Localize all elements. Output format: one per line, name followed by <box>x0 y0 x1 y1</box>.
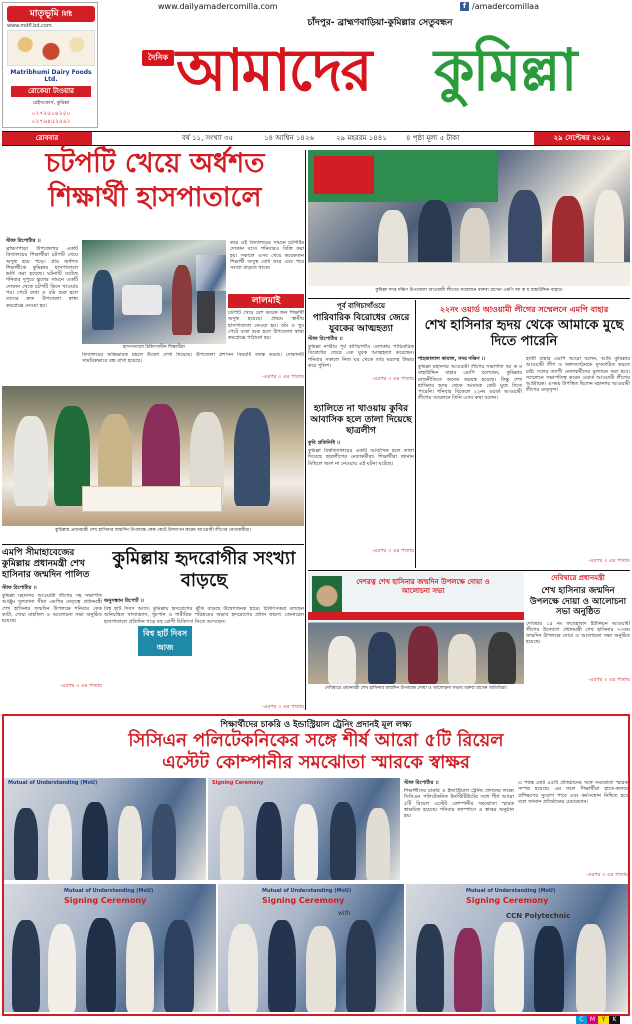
poly-continued[interactable]: -এরপর ৩ এর পাতায় <box>585 872 628 878</box>
ad-phone-2: ০১৭৬৪৫২৫৬১ <box>31 118 71 125</box>
poly-body-left: শিক্ষার্থীদের চাকরি ও ইন্ডাস্ট্রিয়াল ট্রেনিং প্রদানের লক্ষ্যে সিসিএন পলিটেকনিক ইনস্টিটিউটের সঙ্গে শীর্ষ আরো ৫টি রিয়েল এস্টেট কোম্পানীর সমঝোতা স্মারক স্বাক্ষরিত হয়েছে। শনিবার ক্যাম্পাসে এ স্বাক্ষর অনুষ্ঠান হয়। <box>404 788 514 820</box>
mp-body: কুমিল্লা মহানগর আওয়ামী লীগের সহ সভাপতি আঞ্জুম সুলতানা সীমা এমপির নেতৃত্বে প্রধানমন্ত্রী শেখ হাসিনার জন্মদিন উপলক্ষে শনিবার কেক কাটা, দোয়া মাহফিল ও আলোচনা সভা অনুষ্ঠিত হয়েছে। <box>2 593 102 625</box>
website-link[interactable]: www.dailyamadercomilla.com <box>158 2 278 11</box>
facebook-icon[interactable]: f <box>460 2 469 11</box>
mou-photo-4[interactable] <box>218 884 404 1012</box>
heart-byline: অনুসন্ধান রিপোর্ট ।। <box>104 598 144 604</box>
bahar-body-right: হাজী বাহার এমপি আরো বলেন, আমি কুমিল্লার আওয়ামী লীগ ও অঙ্গসংগঠনকে সুসংগঠিত করতে চাই। দলের ত্যাগী নেতাকর্মীদের মূল্যায়ন করা হবে। সম্মেলনে সভাপতিত্ব করেন ওয়ার্ড আওয়ামী লীগের আহ্বায়ক। এসময় উপস্থিত ছিলেন মহানগর আওয়ামী লীগের নেতৃবৃন্দ। <box>526 356 630 394</box>
mou-photo-1[interactable] <box>4 778 206 880</box>
masthead <box>104 28 630 112</box>
heart-day-inset: বিশ্ব হার্ট দিবস আজ <box>138 626 192 656</box>
mou-photo-2-label: Signing Ceremony <box>212 780 264 786</box>
english-date-badge: ২৯ সেপ্টেম্বর ২০১৯ <box>534 132 630 145</box>
pages-price: ৪ পৃষ্ঠা মূল্য ৫ টাকা <box>406 134 460 142</box>
family-headline[interactable]: পারিবারিক বিরোধের জেরে যুবকের আত্মহত্যা <box>312 313 410 334</box>
conference-photo[interactable] <box>308 150 630 286</box>
mou-photo-3[interactable] <box>4 884 216 1012</box>
ad-phone-1: ০১৭২৫০৪২৫০ <box>31 110 71 117</box>
ad-products-image <box>7 30 95 66</box>
dairy-ad[interactable] <box>2 2 98 128</box>
mou-photo-5-title: Signing Ceremony <box>466 896 549 905</box>
tagline: চাঁদপুর- ব্রাহ্মণবাড়িয়া-কুমিল্লার সেতুবন্ধন <box>307 18 453 28</box>
bahar-byline: শাহজালাল কামাল, সদর দক্ষিণ ।। <box>418 356 486 362</box>
ad-brand-sub: মিষ্টি <box>61 11 73 18</box>
ad-logo <box>7 6 95 22</box>
bahar-headline[interactable]: শেখ হাসিনার হৃদয় থেকে আমাকে মুছে দিতে পারেনি <box>424 318 624 349</box>
mou-photo-5[interactable] <box>406 884 628 1012</box>
masthead-title-green: কুমিল্লা <box>434 36 576 104</box>
masthead-title-red: আমাদের <box>176 36 371 104</box>
mou-photo-2[interactable] <box>208 778 400 880</box>
family-continued[interactable]: -এরপর ৩ এর পাতায় <box>371 376 414 382</box>
mou-photo-4-with: with <box>338 910 351 917</box>
bangla-date: ১৪ আশ্বিন ১৪২৬ <box>264 134 315 142</box>
mou-photo-4-title: Signing Ceremony <box>262 896 345 905</box>
conference-caption: কুমিল্লা সদর দক্ষিণ উপজেলা আওয়ামী লীগের সম্মেলনে বক্তব্য রাখেন এমপি আ ক ম বাহাউদ্দিন বাহার। <box>375 288 563 293</box>
hall-continued[interactable]: -এরপর ৩ এর পাতায় <box>371 548 414 554</box>
hall-headline[interactable]: হ্যালিতে না থাওয়ায় কুবির আবাসিক হলে তালা দিয়েছে ছাত্রলীগ <box>310 404 412 436</box>
lead-body-bottom: বিদ্যালয়ের অভিভাবক মহলে উদ্বেগ দেখা দিয়েছে। উপজেলা প্রশাসন বিষয়টি তদন্ত করছে। দোকানটি সাময়িকভাবে বন্ধ রাখা হয়েছে। <box>82 352 304 365</box>
cmyk-strip <box>576 1016 626 1024</box>
mp-byline: স্টাফ রিপোর্টার ।। <box>2 585 37 591</box>
column-rule <box>2 544 304 545</box>
poly-byline: স্টাফ রিপোর্টার ।। <box>404 780 439 786</box>
mou-photo-4-label: Mutual of Understanding (MoU) <box>262 888 352 894</box>
lead-byline: স্টাফ রিপোর্টার ।। <box>6 238 41 244</box>
family-kicker: পূর্ব বাগিচাগাঁওয়ে <box>336 302 386 310</box>
day-badge: রোববার <box>2 132 92 145</box>
mp-continued[interactable]: -এরপর ৩ এর পাতায় <box>59 683 102 689</box>
mou-photo-3-title: Signing Ceremony <box>64 896 147 905</box>
dua-banner: দেশরত্ন শেখ হাসিনার জন্মদিন উপলক্ষে দোয়া ও আলোচনা সভা <box>356 578 490 595</box>
lead-body-right: করে ওই বিদ্যালয়ের সামনে চটপটির দোকান বসে। শনিবারও বিক্রি করা হয়। সকালে এসব খেয়ে কয়েকজন শিক্ষার্থী অসুস্থ বোধ করে এবং পরে সংখ্যা বাড়তে থাকে। <box>230 240 304 272</box>
mp-headline[interactable]: এমপি সীমাহাবেজের কুমিল্লায় প্রধানমন্ত্রী শেখ হাসিনার জন্মদিন পালিত <box>2 548 90 580</box>
cake-cutting-photo[interactable] <box>2 386 304 526</box>
dua-caption: দেবিদ্বারে প্রধানমন্ত্রী শেখ হাসিনার জন্মদিন উপলক্ষে দোয়া ও আলোচনা সভায় বক্তব্য রাখেন অতিথিরা। <box>324 686 508 691</box>
lead-headline-2[interactable]: শিক্ষার্থী হাসপাতালে <box>48 182 262 213</box>
bahar-continued[interactable]: -এরপর ৩ এর পাতায় <box>587 558 630 564</box>
dua-side-kicker: দেবিদ্বারে প্রধানমন্ত্রী <box>551 574 605 582</box>
poly-headline-1[interactable]: সিসিএন পলিটেকনিকের সঙ্গে শীর্ষ আরো ৫টি রিয়েল <box>128 730 504 751</box>
poly-body-right: এ পর্যন্ত মোট ৫৫টি প্রতিষ্ঠানের সঙ্গে সমঝোতা স্মারক সম্পন্ন হয়েছে। এর ফলে শিক্ষার্থীরা হাতে-কলমে প্রশিক্ষণের সুযোগ পাবে এবং কর্মসংস্থান নিশ্চিত হবে বলে জানান প্রতিষ্ঠানের চেয়ারম্যান। <box>518 780 628 805</box>
lead-continued[interactable]: -এরপর ৩ এর পাতায় <box>261 374 304 380</box>
ad-shop: রোকেয়া টাওয়ার <box>11 86 91 97</box>
mou-photo-1-label: Mutual of Understanding (MoU) <box>8 780 98 786</box>
hall-story[interactable] <box>308 404 414 568</box>
mou-photo-5-label: Mutual of Understanding (MoU) <box>466 888 556 894</box>
lead-headline-1[interactable]: চটপটি খেয়ে অর্ধশত <box>45 148 265 179</box>
poly-kicker: শিক্ষার্থীদের চাকরি ও ইন্ডাস্ট্রিয়াল ট্রেনিং প্রদানই মূল লক্ষ্য <box>220 720 412 730</box>
column-rule <box>308 298 630 299</box>
bahar-kicker: ২২নং ওয়ার্ড আওয়ামী লীগের সম্মেলনে এমপি বাহার <box>439 305 609 314</box>
ad-url: www.mdfl.bd.com <box>7 23 52 29</box>
family-story[interactable] <box>308 300 414 400</box>
cmyk-c: C <box>576 1016 587 1024</box>
bahar-body-left: কুমিল্লা মহানগর আওয়ামী লীগের সভাপতি আ ক ম বাহাউদ্দিন বাহার এমপি বলেছেন, কুমিল্লার রাজনীতিতে অনেক ষড়যন্ত্র হয়েছে। কিন্তু শেখ হাসিনার হৃদয় থেকে আমাকে কেউ মুছে দিতে পারেনি। শনিবার বিকেলে ২২নং ওয়ার্ড আওয়ামী লীগের সম্মেলনে তিনি এসব কথা বলেন। <box>418 364 522 402</box>
dua-side-continued[interactable]: -এরপর ৩ এর পাতায় <box>587 676 630 683</box>
column-rule <box>415 300 416 568</box>
dua-side-headline[interactable]: শেখ হাসিনার জন্মদিন উপলক্ষে দোয়া ও আলোচনা সভা অনুষ্ঠিত <box>529 586 627 617</box>
facebook-link[interactable]: /amadercomillaa <box>472 2 539 11</box>
cmyk-m: M <box>587 1016 598 1024</box>
heart-headline[interactable]: কুমিল্লায় হৃদরোগীর সংখ্যা বাড়ছে <box>112 548 296 591</box>
poly-headline-2[interactable]: এস্টেট কোম্পানীর সমঝোতা স্মারকে স্বাক্ষর <box>162 752 470 773</box>
cake-caption: কুমিল্লায় প্রধানমন্ত্রী শেখ হাসিনার জন্মদিন উপলক্ষে কেক কেটে উদযাপন করেন আওয়ামী লীগের নেতাকর্মীরা। <box>55 528 251 533</box>
column-rule <box>305 150 306 710</box>
cmyk-y: Y <box>598 1016 609 1024</box>
dateline-bar <box>2 131 630 146</box>
hall-byline: কুবি প্রতিনিধি ।। <box>308 440 341 446</box>
hall-body: কুমিল্লা বিশ্ববিদ্যালয়ের একটি আবাসিক হলে তালা দিয়েছে ছাত্রলীগের নেতাকর্মীরা। শিক্ষার্থীরা জানান মিছিলে অংশ না নেওয়ায় এই ঘটনা ঘটেছে। <box>308 448 414 467</box>
lead-body-left: ব্রাহ্মণপাড়া উপজেলার একটি বিদ্যালয়ের শিক্ষার্থীরা চটপটি খেয়ে অসুস্থ হয়ে পড়ে। প্রায় অর্ধশত শিক্ষার্থীকে কুমিল্লার হাসপাতালে ভর্তি করা হয়েছে। ঘটনাটি ঘটেছে শনিবার দুপুরে স্কুলের সামনে একটি দোকান থেকে চটপটি কিনে খাওয়ার পর। পেটে ব্যথা ও বমি শুরু হলে তাদের দ্রুত উপজেলা স্বাস্থ্য কমপ্লেক্সে নেওয়া হয়। <box>6 246 78 309</box>
lalmai-label: লালমাই <box>228 294 304 308</box>
lalmai-photo[interactable] <box>196 255 226 291</box>
mou-photo-3-label: Mutual of Understanding (MoU) <box>64 888 154 894</box>
dua-side-story[interactable] <box>526 572 630 712</box>
family-byline: স্টাফ রিপোর্টার ।। <box>308 336 343 342</box>
heart-continued[interactable]: -এরপর ৩ এর পাতায় <box>261 704 304 710</box>
top-strip <box>150 2 630 12</box>
column-rule <box>308 570 630 571</box>
family-body: কুমিল্লা নগরীর পূর্ব বাগিচাগাঁও এলাকায় পারিবারিক বিরোধের জেরে এক যুবক আত্মহত্যা করেছেন। শনিবার সকালে নিজ ঘর থেকে তার মরদেহ উদ্ধার করে পুলিশ। <box>308 344 414 369</box>
issue-number: বর্ষ ১১, সংখ্যা ৩৫ <box>182 134 234 142</box>
ad-address: রেইসকোর্স, কুমিল্লা <box>32 100 70 106</box>
ad-brand: মাতৃভূমি <box>29 9 59 19</box>
lalmai-text: চটপটি খেয়ে বেশ কয়েক জন শিক্ষার্থী অসুস্থ হয়েছে। প্রথমে স্থানীয় হাসপাতালে নেওয়া হয়। বমি ও খুব পেটে ব্যথা শুরু হলে উপজেলা স্বাস্থ্য কমপ্লেক্সে পাঠানো হয়। <box>228 310 304 342</box>
mou-photo-5-org: CCN Polytechnic <box>506 912 571 920</box>
cmyk-k: K <box>609 1016 620 1024</box>
dua-photo[interactable] <box>308 572 524 684</box>
dua-side-body: দেবিদ্বার ১৫ নং ফতেহাবাদ ইউনিয়ন আওয়ামী লীগের উদ্যোগে প্রধানমন্ত্রী শেখ হাসিনার ৭৩তম জন্মদিন উপলক্ষে দোয়া ও আলোচনা সভা অনুষ্ঠিত হয়েছে। <box>526 620 630 646</box>
heart-body: বিশ্ব হার্ট দিবস আজ। কুমিল্লায় হৃদরোগের ঝুঁকি বাড়ছে উদ্বেগজনক হারে। চিকিৎসকরা বলছেন অনিয়ন্ত্রিত খাদ্যাভ্যাস, ধূমপান ও শারীরিক পরিশ্রমের অভাব হৃদরোগের প্রধান কারণ। জেনারেল হাসপাতালে প্রতিদিন গড়ে বহু রোগী চিকিৎসা নিতে আসছেন। <box>104 606 304 625</box>
daily-label: দৈনিক <box>142 50 174 66</box>
ad-company: Matribhumi Dairy Foods Ltd. <box>10 69 92 83</box>
mp-story[interactable] <box>2 548 102 712</box>
hijri-date: ২৯ মহররম ১৪৪১ <box>336 134 387 142</box>
hospital-photo-caption: হাসপাতালে চিকিৎসাধীন শিক্ষার্থীরা <box>123 345 185 350</box>
